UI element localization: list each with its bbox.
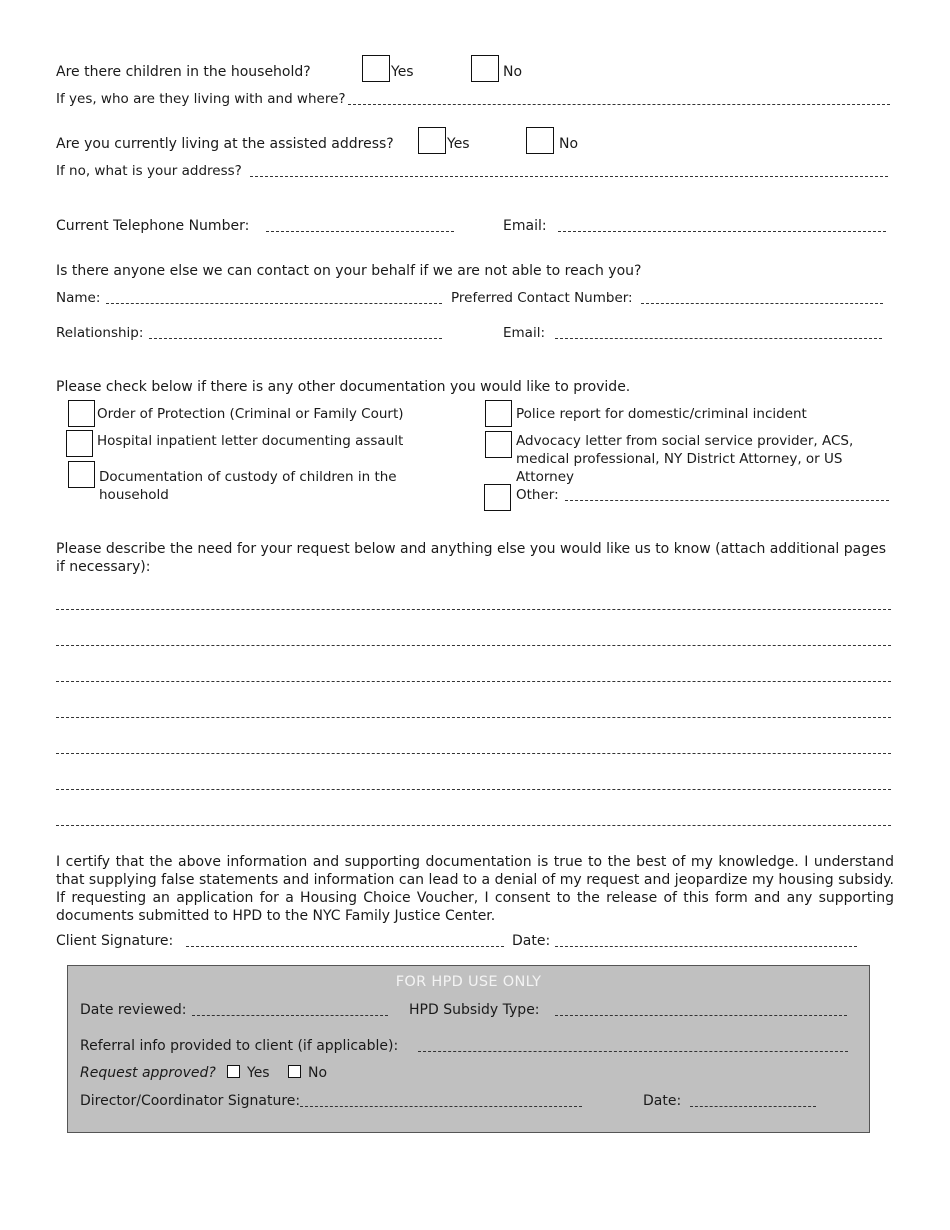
date-reviewed-field[interactable] xyxy=(192,1015,388,1016)
children-yes-checkbox[interactable] xyxy=(362,55,390,82)
documentation-prompt: Please check below if there is any other documentation you would like to provide. xyxy=(56,379,631,395)
describe-line[interactable] xyxy=(56,645,891,646)
hpd-title: FOR HPD USE ONLY xyxy=(395,974,542,990)
children-no-checkbox[interactable] xyxy=(471,55,499,82)
alt-name-label: Name: xyxy=(56,290,101,306)
alt-name-field[interactable] xyxy=(106,303,442,304)
address-question: Are you currently living at the assisted address? xyxy=(56,136,394,152)
certification-text: I certify that the above information and supporting documentation is true to the best of my knowledge. I understand that supplying false statements and information can lead to a denial of my request and jeopardize my housing subsidy. If requesting an application for a Housing Choice Voucher, I consent to the release of this form and any supporting documents submitted to HPD to the NYC Family Justice Center. xyxy=(56,854,894,924)
address-no-label: No xyxy=(559,136,579,152)
doc-other-label: Other: xyxy=(516,487,559,503)
doc-order-protection-checkbox[interactable] xyxy=(68,400,95,427)
director-signature-label: Director/Coordinator Signature: xyxy=(80,1093,301,1109)
approved-yes-label: Yes xyxy=(247,1065,270,1081)
address-yes-label: Yes xyxy=(447,136,470,152)
describe-line[interactable] xyxy=(56,753,891,754)
alternate-contact-question: Is there anyone else we can contact on your behalf if we are not able to reach you? xyxy=(56,263,642,279)
doc-hospital-letter-checkbox[interactable] xyxy=(66,430,93,457)
doc-order-protection-label: Order of Protection (Criminal or Family Court) xyxy=(97,406,404,422)
subsidy-type-field[interactable] xyxy=(555,1015,847,1016)
describe-line[interactable] xyxy=(56,717,891,718)
subsidy-type-label: HPD Subsidy Type: xyxy=(409,1002,540,1018)
address-yes-checkbox[interactable] xyxy=(418,127,446,154)
phone-field[interactable] xyxy=(266,231,454,232)
director-date-field[interactable] xyxy=(690,1106,816,1107)
phone-label: Current Telephone Number: xyxy=(56,218,250,234)
client-signature-label: Client Signature: xyxy=(56,933,174,949)
alt-number-field[interactable] xyxy=(641,303,883,304)
hpd-use-only-panel xyxy=(67,965,870,1133)
date-reviewed-label: Date reviewed: xyxy=(80,1002,187,1018)
children-no-label: No xyxy=(503,64,523,80)
doc-advocacy-letter-checkbox[interactable] xyxy=(485,431,512,458)
director-signature-field[interactable] xyxy=(300,1106,582,1107)
doc-other-field[interactable] xyxy=(565,500,889,501)
doc-other-checkbox[interactable] xyxy=(484,484,511,511)
director-date-label: Date: xyxy=(643,1093,682,1109)
alt-relationship-label: Relationship: xyxy=(56,325,144,341)
address-followup-label: If no, what is your address? xyxy=(56,163,242,179)
doc-advocacy-letter-label: Advocacy letter from social service provider, ACS, medical professional, NY District Attorney, or US Attorney xyxy=(516,433,854,485)
children-followup-field[interactable] xyxy=(348,104,890,105)
address-no-checkbox[interactable] xyxy=(526,127,554,154)
doc-custody-label: Documentation of custody of children in the household xyxy=(99,469,397,503)
alt-email-label: Email: xyxy=(503,325,546,341)
doc-police-report-label: Police report for domestic/criminal incident xyxy=(516,406,807,422)
address-followup-field[interactable] xyxy=(250,176,888,177)
referral-field[interactable] xyxy=(418,1051,848,1052)
doc-police-report-checkbox[interactable] xyxy=(485,400,512,427)
alt-relationship-field[interactable] xyxy=(149,338,442,339)
describe-line[interactable] xyxy=(56,609,891,610)
approved-yes-checkbox[interactable] xyxy=(227,1065,240,1078)
doc-hospital-letter-label: Hospital inpatient letter documenting assault xyxy=(97,433,404,449)
alt-email-field[interactable] xyxy=(555,338,882,339)
describe-line[interactable] xyxy=(56,789,891,790)
approved-no-checkbox[interactable] xyxy=(288,1065,301,1078)
children-yes-label: Yes xyxy=(391,64,414,80)
email-field[interactable] xyxy=(558,231,886,232)
approved-no-label: No xyxy=(308,1065,328,1081)
children-question: Are there children in the household? xyxy=(56,64,311,80)
children-followup-label: If yes, who are they living with and where? xyxy=(56,91,346,107)
describe-prompt: Please describe the need for your request below and anything else you would like us to know (attach additional pages if necessary): xyxy=(56,541,886,575)
client-date-field[interactable] xyxy=(555,946,857,947)
describe-line[interactable] xyxy=(56,681,891,682)
client-date-label: Date: xyxy=(512,933,551,949)
client-signature-field[interactable] xyxy=(186,946,504,947)
alt-number-label: Preferred Contact Number: xyxy=(451,290,633,306)
doc-custody-checkbox[interactable] xyxy=(68,461,95,488)
email-label: Email: xyxy=(503,218,547,234)
referral-label: Referral info provided to client (if applicable): xyxy=(80,1038,399,1054)
describe-line[interactable] xyxy=(56,825,891,826)
request-approved-label: Request approved? xyxy=(80,1065,216,1081)
